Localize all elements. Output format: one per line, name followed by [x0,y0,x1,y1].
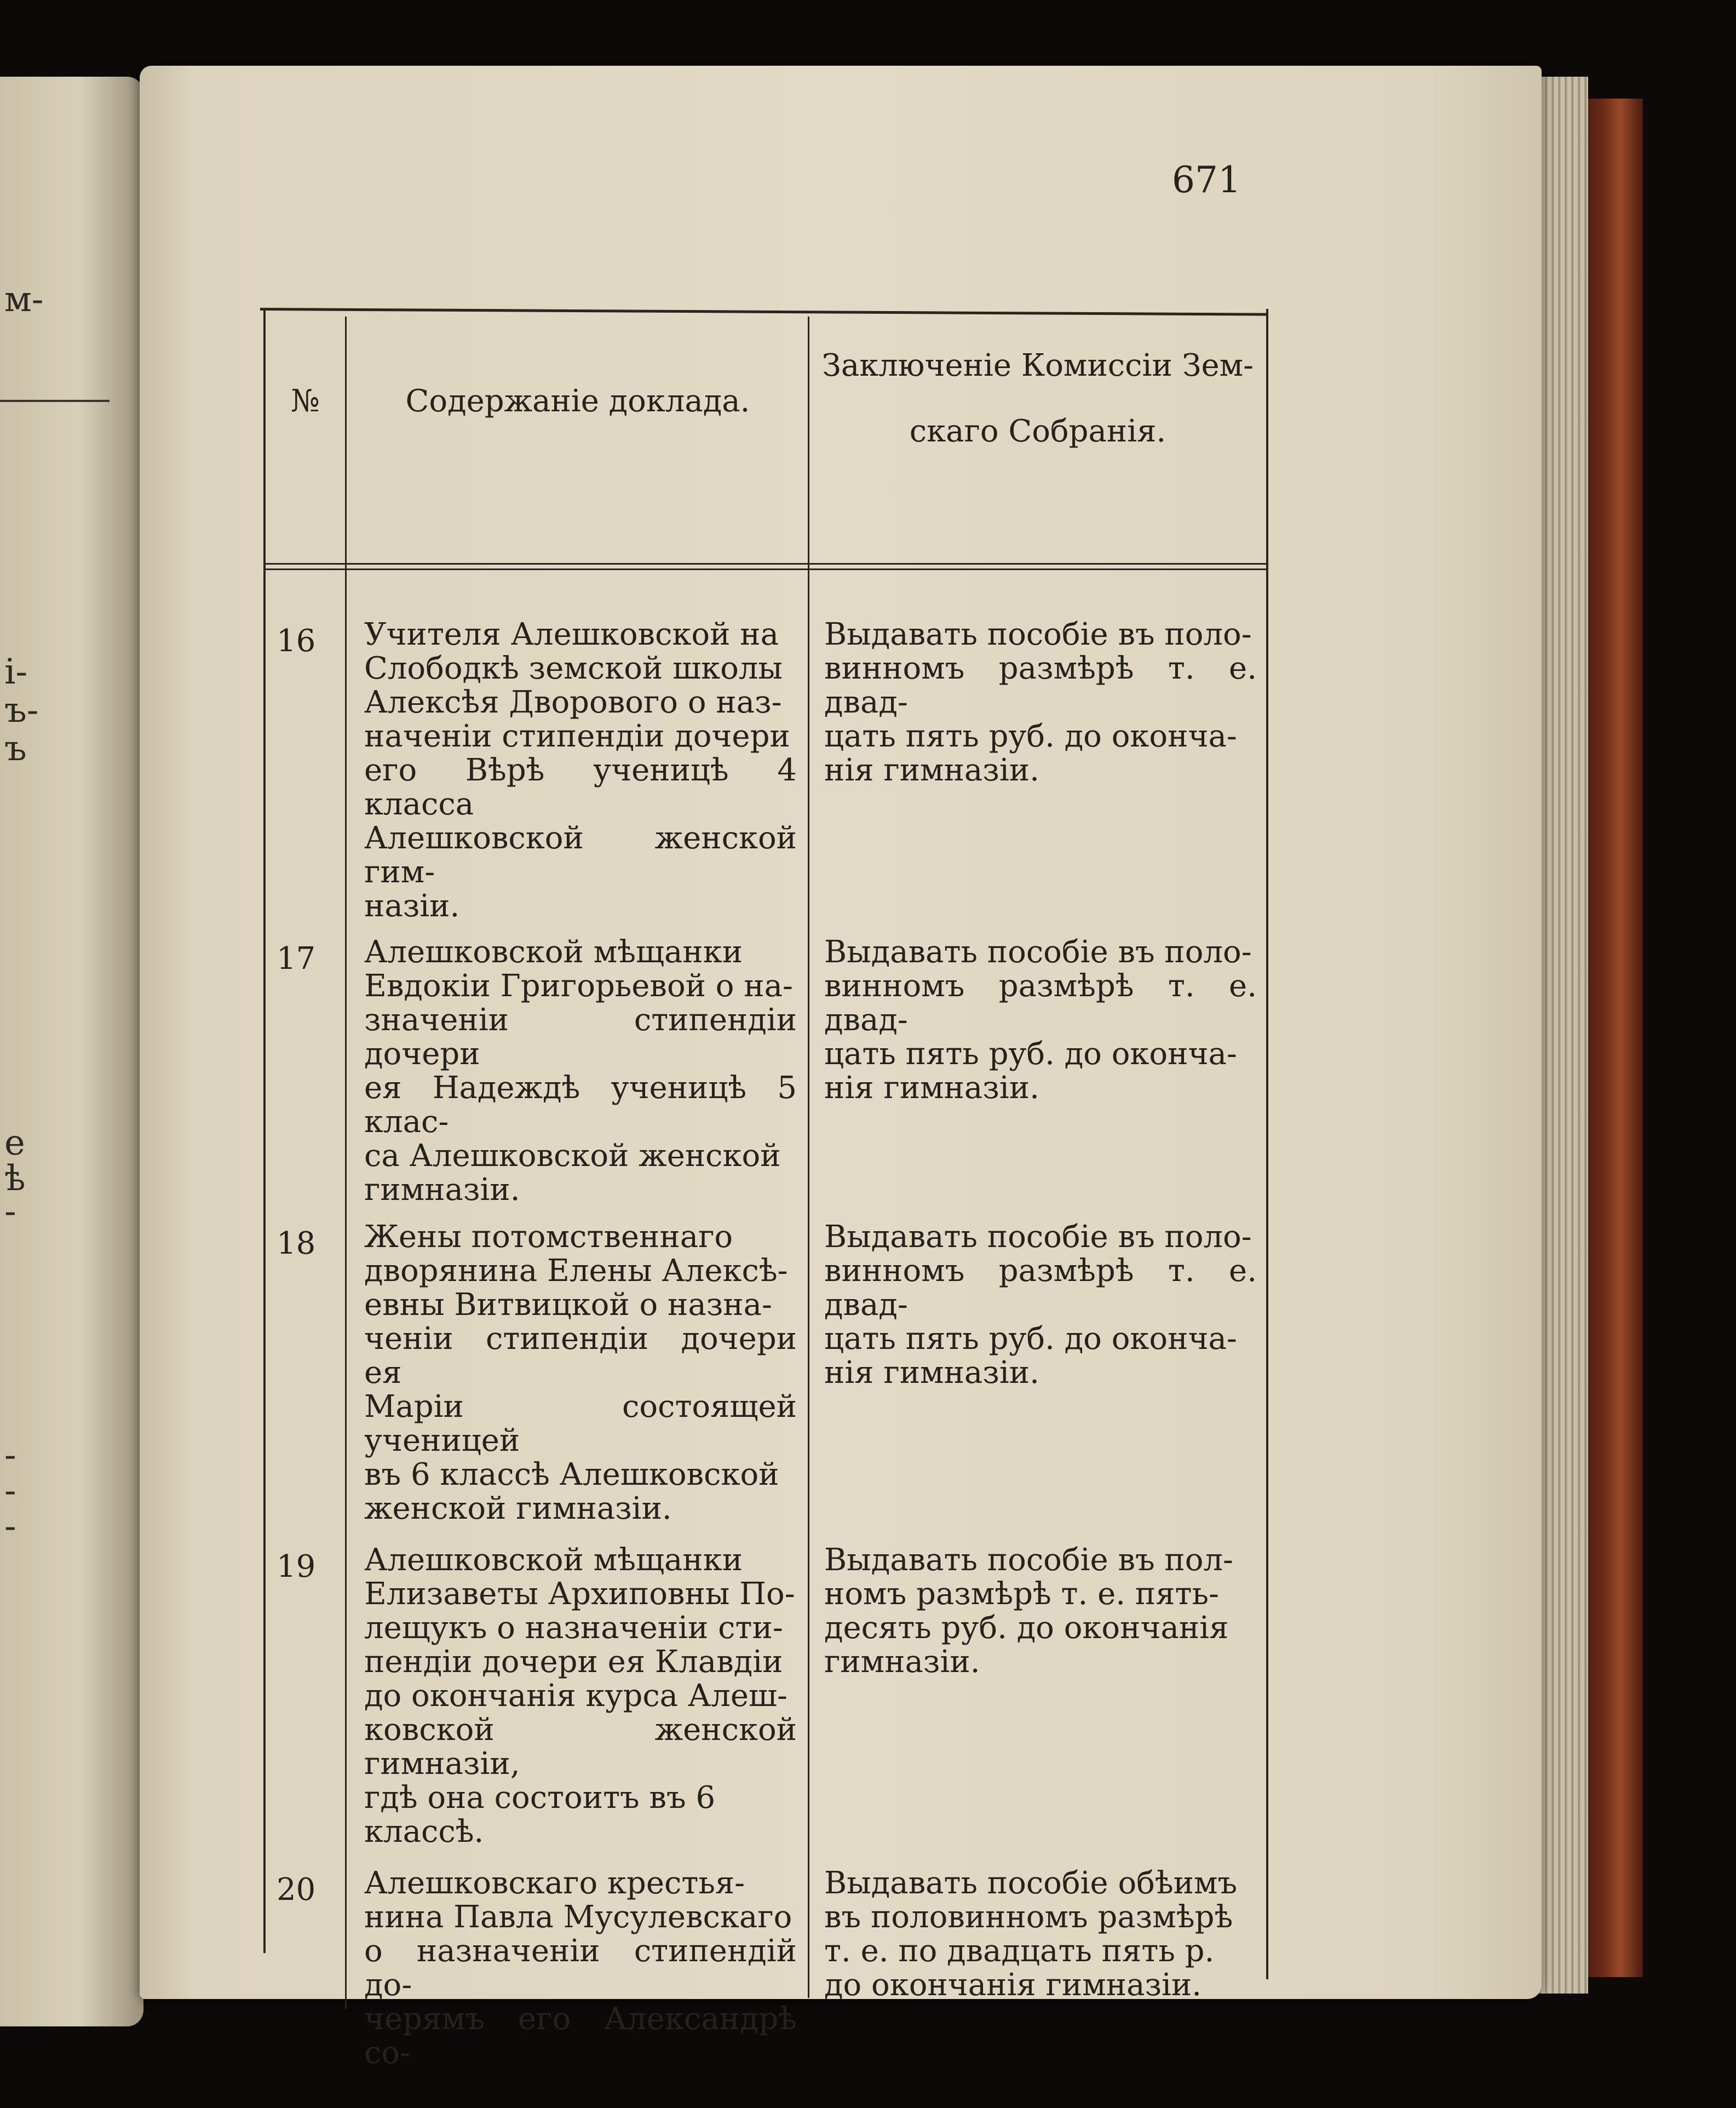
row-conclusion: Выдавать пособіе въ поло- винномъ размѣрѣ т. е. двад- цать пять руб. до оконча- нія гимназіи. [824,617,1257,788]
header-bottom-rule-double [266,568,1268,570]
row-content: Алешковской мѣщанки Евдокіи Григорьевой о на- значеніи стипендіи дочери ея Надеждѣ ученицѣ 5 клас- са Алешковской женской гимназіи. [364,934,797,1208]
left-page-fragment: ѣ [4,1158,26,1199]
left-page-fragment: - [4,1506,16,1547]
left-page-fragment: - [4,1435,16,1475]
column-line-no [345,317,347,2009]
left-page [0,77,143,2026]
row-number: 17 [277,941,316,977]
left-page-fragment: і- [4,652,28,692]
row-number: 20 [277,1872,316,1908]
row-content: Алешковскаго крестья- нина Павла Мусулевскаго о назначеніи стипендій до- черямъ его Александрѣ со- [364,1865,797,2071]
row-conclusion: Выдавать пособіе въ поло- винномъ размѣрѣ т. е. двад- цать пять руб. до оконча- нія гимназіи. [824,1219,1257,1391]
row-conclusion: Выдавать пособіе въ пол- номъ размѣрѣ т. е. пять- десять руб. до окончанія гимназіи. [824,1542,1233,1680]
report-table [260,240,1268,2071]
left-page-fragment: ъ [4,728,27,769]
row-number: 19 [277,1549,316,1584]
left-page-fragment: м- [4,279,44,320]
page-number: 671 [1172,159,1241,201]
row-conclusion: Выдавать пособіе въ поло- винномъ размѣрѣ т. е. двад- цать пять руб. до оконча- нія гимназіи. [824,934,1257,1106]
table-top-rule [260,308,1268,316]
column-line-left [263,310,266,1953]
header-content: Содержаніе доклада. [405,383,750,419]
header-no: № [291,383,320,419]
column-line-right [1266,309,1268,1979]
column-line-content [808,317,809,1998]
row-content: Учителя Алешковской на Слободкѣ земской школы Алексѣя Дворового о наз- наченіи стипендіи дочери его Вѣрѣ ученицѣ 4 класса Алешковской женской гим- назіи. [364,617,797,924]
left-page-fragment: - [4,1191,16,1232]
left-page-fragment: - [4,1471,16,1511]
row-conclusion: Выдавать пособіе обѣимъ въ половинномъ размѣрѣ т. е. по двадцать пять р. до окончанія гимназіи. [824,1865,1238,2003]
left-page-fragment: е [4,1123,25,1163]
row-content: Алешковской мѣщанки Елизаветы Архиповны По- лещукъ о назначеніи сти- пендіи дочери ея Клавдіи до окончанія курса Алеш- ковской женской гимназіи, гдѣ она состоитъ въ 6 классѣ. [364,1542,797,1849]
row-content: Жены потомственнаго дворянина Елены Алексѣ- евны Витвицкой о назна- ченіи стипендіи дочери ея Маріи состоящей ученицей въ 6 классѣ Алешковской женской гимназіи. [364,1219,797,1526]
book-page [140,66,1542,2071]
left-page-rule [0,400,110,402]
row-number: 18 [277,1226,316,1261]
header-conclusion: Заключеніе Комиссіи Зем- скаго Собранія. [821,348,1254,449]
header-bottom-rule [266,563,1268,565]
left-page-fragment: ъ- [4,690,39,731]
row-number: 16 [277,623,316,659]
